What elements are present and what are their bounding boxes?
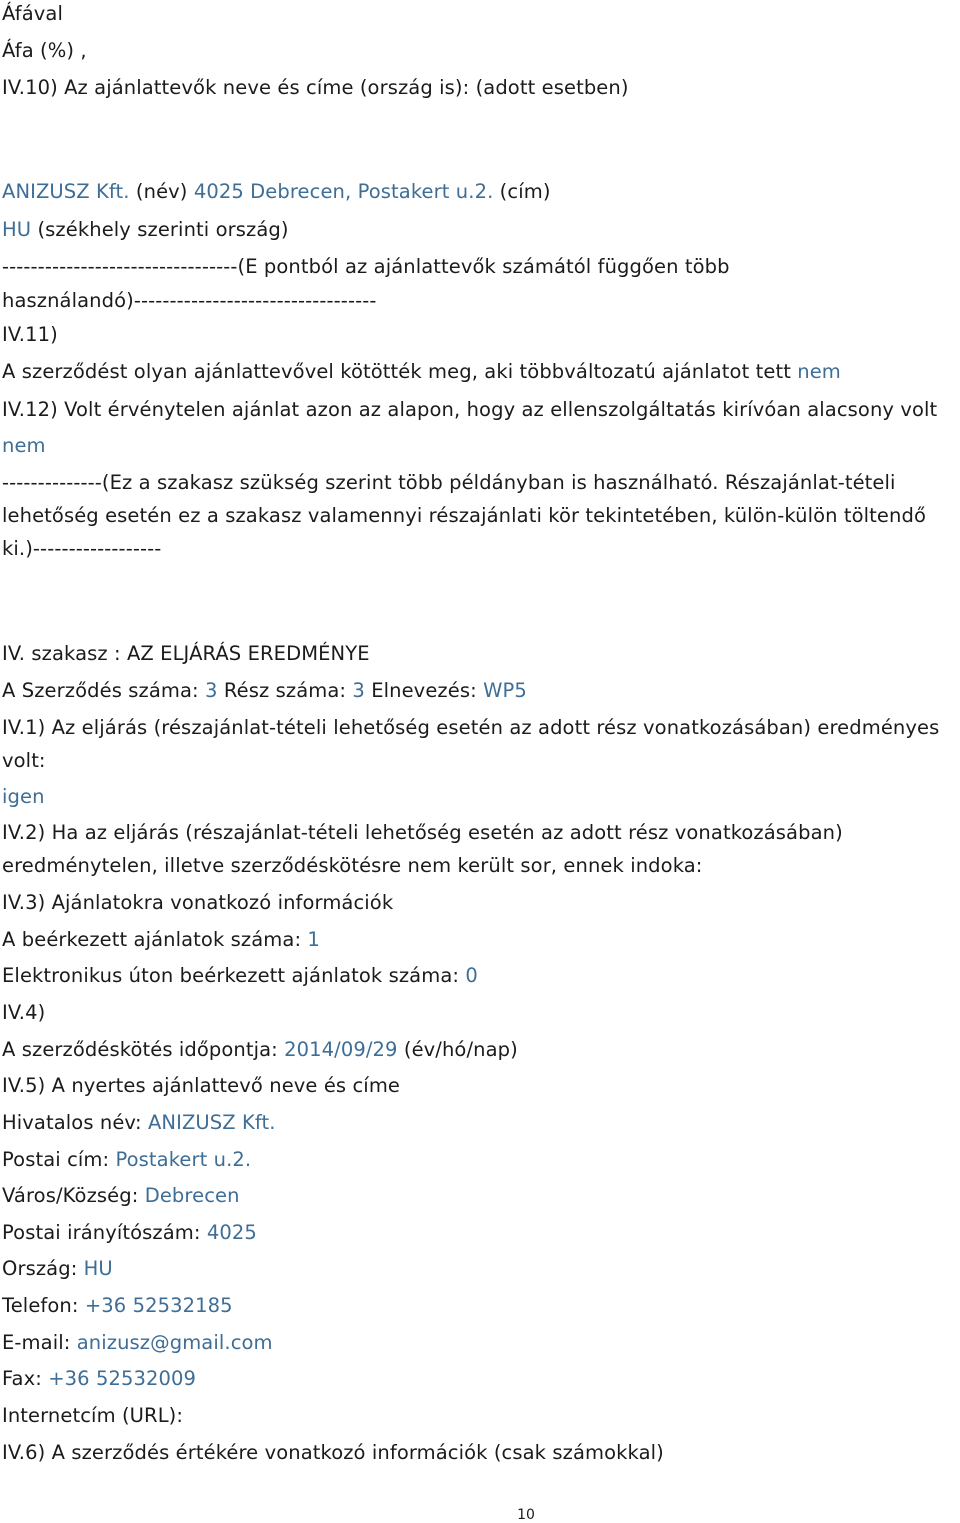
section-iv11-heading: IV.11) bbox=[2, 323, 58, 346]
phone-line: Telefon: +36 52532185 bbox=[2, 1294, 233, 1317]
contract-date-line: A szerződéskötés időpontja: 2014/09/29 (év/hó/nap) bbox=[2, 1038, 518, 1061]
official-name-value: ANIZUSZ Kft. bbox=[147, 1111, 276, 1134]
section-iv3-heading: IV.3) Ajánlatokra vonatkozó információk bbox=[2, 891, 394, 914]
section-iv5-heading: IV.5) A nyertes ajánlattevő neve és címe bbox=[2, 1074, 401, 1097]
official-name-line: Hivatalos név: ANIZUSZ Kft. bbox=[2, 1111, 276, 1134]
section-iv2-heading: IV.2) Ha az eljárás (részajánlat-tételi lehetőség esetén az adott rész vonatkozásában) bbox=[2, 821, 843, 844]
vat-included-label: Áfával bbox=[2, 2, 63, 25]
section-iv4-heading: IV.4) bbox=[2, 1001, 46, 1024]
section-iv1-heading-cont: volt: bbox=[2, 749, 46, 772]
procedure-success-line bbox=[2, 785, 45, 809]
invalid-offer-value: nem bbox=[2, 434, 46, 457]
section-iv10-heading: IV.10) Az ajánlattevők neve és címe (ország is): (adott esetben) bbox=[2, 76, 629, 99]
postal-code-line: Postai irányítószám: 4025 bbox=[2, 1221, 257, 1244]
bidder-name: ANIZUSZ Kft. bbox=[2, 180, 130, 203]
postal-code-value: 4025 bbox=[206, 1221, 257, 1244]
designation: WP5 bbox=[483, 679, 527, 702]
fax-line: Fax: +36 52532009 bbox=[2, 1367, 196, 1390]
country-line: Ország: HU bbox=[2, 1257, 113, 1280]
postal-address-value: Postakert u.2. bbox=[115, 1148, 252, 1171]
electronic-offers-value: 0 bbox=[465, 964, 478, 987]
contract-numbers-line: A Szerződés száma: 3 Rész száma: 3 Elnevezés: WP5 bbox=[2, 679, 527, 702]
vat-percent-label: Áfa (%) , bbox=[2, 39, 87, 62]
fax-value: +36 52532009 bbox=[48, 1367, 196, 1390]
separator-note-1: ---------------------------------(E pontból az ajánlattevők számától függően több bbox=[2, 255, 730, 278]
country-value: HU bbox=[83, 1257, 113, 1280]
contract-number: 3 bbox=[205, 679, 218, 702]
separator-note-2: használandó)---------------------------------- bbox=[2, 289, 377, 312]
phone-value: +36 52532185 bbox=[84, 1294, 233, 1317]
city-value: Debrecen bbox=[144, 1184, 240, 1207]
bidder-country: HU bbox=[2, 218, 32, 241]
section-iv2-heading-cont: eredménytelen, illetve szerződéskötésre nem került sor, ennek indoka: bbox=[2, 854, 703, 877]
bidder-name-address: ANIZUSZ Kft. (név) 4025 Debrecen, Postakert u.2. (cím) bbox=[2, 180, 551, 203]
bidder-country-line: HU (székhely szerinti ország) bbox=[2, 218, 289, 241]
section-iv12-heading: IV.12) Volt érvénytelen ajánlat azon az alapon, hogy az ellenszolgáltatás kirívóan alacsony volt bbox=[2, 398, 938, 421]
usage-note-2: lehetőség esetén ez a szakasz valamennyi részajánlati kör tekintetében, külön-külön töltendő bbox=[2, 504, 926, 527]
section-iv-title: IV. szakasz : AZ ELJÁRÁS EREDMÉNYE bbox=[2, 642, 370, 665]
internet-address-line: Internetcím (URL): bbox=[2, 1404, 184, 1427]
part-number: 3 bbox=[352, 679, 365, 702]
email-value: anizusz@gmail.com bbox=[76, 1331, 273, 1354]
postal-address-line: Postai cím: Postakert u.2. bbox=[2, 1148, 252, 1171]
email-line: E-mail: anizusz@gmail.com bbox=[2, 1331, 273, 1354]
offers-received-value: 1 bbox=[307, 928, 320, 951]
city-line: Város/Község: Debrecen bbox=[2, 1184, 240, 1207]
section-iv6-heading: IV.6) A szerződés értékére vonatkozó információk (csak számokkal) bbox=[2, 1441, 664, 1464]
page-number: 10 bbox=[517, 1507, 535, 1523]
bidder-address: 4025 Debrecen, Postakert u.2. bbox=[193, 180, 494, 203]
contract-date-value: 2014/09/29 bbox=[284, 1038, 398, 1061]
section-iv1-heading: IV.1) Az eljárás (részajánlat-tételi lehetőség esetén az adott rész vonatkozásában) eredményes bbox=[2, 716, 940, 739]
offers-received-line: A beérkezett ajánlatok száma: 1 bbox=[2, 928, 320, 951]
usage-note-3: ki.)------------------ bbox=[2, 537, 162, 560]
invalid-offer-value-line bbox=[2, 434, 46, 458]
electronic-offers-line: Elektronikus úton beérkezett ajánlatok száma: 0 bbox=[2, 964, 478, 987]
variant-offer-line: A szerződést olyan ajánlattevővel kötötték meg, aki többváltozatú ajánlatot tett nem bbox=[2, 360, 841, 383]
usage-note-1: --------------(Ez a szakasz szükség szerint több példányban is használható. Részajánlat-tételi bbox=[2, 471, 896, 494]
procedure-success-value: igen bbox=[2, 785, 45, 808]
variant-offer-value: nem bbox=[797, 360, 841, 383]
